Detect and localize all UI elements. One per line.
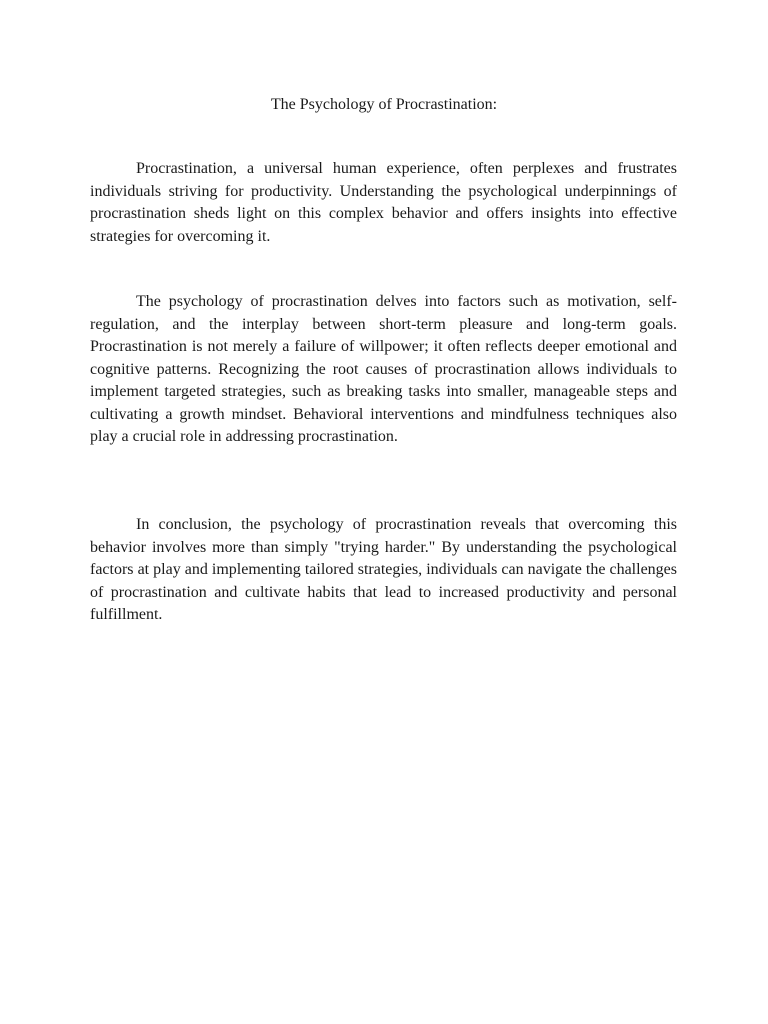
- paragraph-body: The psychology of procrastination delves into factors such as motivation, self-regulation, and the interplay between short-term pleasure and long-term goals. Procrastination is not merely a failure of willpower; it often reflects deeper emotional and cognitive patterns. Recognizing the root causes of procrastination allows individuals to implement targeted strategies, such as breaking tasks into smaller, manageable steps and cultivating a growth mindset. Behavioral interventions and mindfulness techniques also play a crucial role in addressing procrastination.: [90, 293, 677, 445]
- document-title: The Psychology of Procrastination:: [270, 96, 498, 113]
- paragraph-conclusion: In conclusion, the psychology of procrastination reveals that overcoming this behavior involves more than simply "trying harder." By understanding the psychological factors at play and implementing tailored strategies, individuals can navigate the challenges of procrastination and cultivate habits that lead to increased productivity and personal fulfillment.: [90, 516, 677, 623]
- paragraph-introduction: Procrastination, a universal human experience, often perplexes and frustrates individuals striving for productivity. Understanding the psychological underpinnings of procrastination sheds light on this complex behavior and offers insights into effective strategies for overcoming it.: [90, 160, 677, 245]
